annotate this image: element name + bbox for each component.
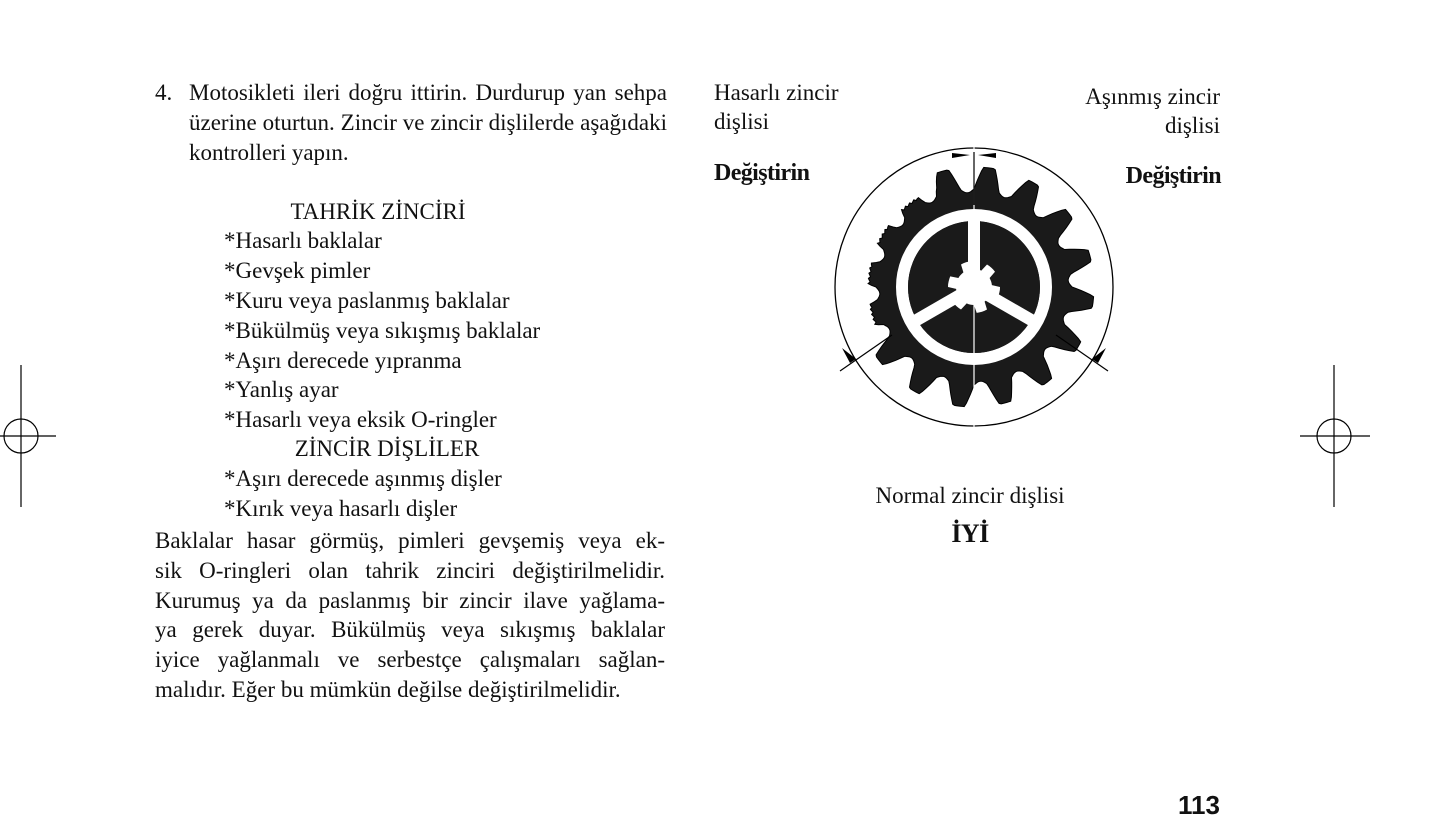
paragraph-line-4: ya gerek duyar. Bükülmüş veya sıkışmış baklalar — [155, 617, 665, 643]
chain-item-3: *Kuru veya paslanmış baklalar — [224, 288, 510, 313]
crop-mark-right — [1296, 365, 1372, 510]
checklist — [0, 0, 700, 540]
chain-item-6: *Yanlış ayar — [224, 377, 339, 402]
page-number: 113 — [1178, 790, 1220, 820]
damaged-sprocket-label: Hasarlı zincir dişlisi — [714, 80, 839, 134]
worn-sprocket-label: Aşınmış zincir dişlisi — [1085, 84, 1220, 138]
arrow-top-right — [978, 153, 996, 158]
normal-sprocket-label: Normal zincir dişlisi — [875, 483, 1065, 508]
step-text: Motosikleti ileri doğru ittirin. Durdurup yan sehpa üzerine oturtun. Zincir ve zincir dişlilerde aşağıdaki kontrolleri yapın. — [189, 80, 667, 165]
step-number: 4. — [155, 80, 173, 105]
chain-item-5: *Aşırı derecede yıpranma — [224, 348, 462, 373]
sprocket-illustration — [835, 143, 1113, 430]
chain-item-2: *Gevşek pimler — [224, 258, 371, 283]
paragraph-line-1: Baklalar hasar görmüş, pimleri gevşemiş veya ek- — [155, 528, 665, 553]
chain-item-7: *Hasarlı veya eksik O-ringler — [224, 407, 497, 432]
worn-verdict: Değiştirin — [1125, 163, 1221, 189]
arrow-top-left — [952, 153, 970, 158]
paragraph-last-line: malıdır. Eğer bu mümkün değilse değiştirilmelidir. — [155, 676, 621, 702]
normal-verdict: İYİ — [951, 519, 989, 548]
chain-heading: TAHRİK ZİNCİRİ — [290, 199, 466, 224]
chain-item-1: *Hasarlı baklalar — [224, 228, 382, 253]
chain-item-4: *Bükülmüş veya sıkışmış baklalar — [224, 318, 541, 343]
sprocket-wear-diagram — [820, 135, 1130, 445]
paragraph-line-5: iyice yağlanmalı ve serbestçe çalışmaları sağlan- — [155, 647, 665, 673]
sprocket-item-1: *Aşırı derecede aşınmış dişler — [224, 466, 502, 491]
paragraph-line-3: Kurumuş ya da paslanmış bir zincir ilave yağlama- — [155, 587, 665, 613]
paragraph-line-2: sik O-ringleri olan tahrik zinciri değiştirilmelidir. — [155, 557, 665, 583]
sprockets-heading: ZİNCİR DİŞLİLER — [294, 436, 480, 461]
chain-paragraph — [155, 526, 665, 705]
sprocket-item-2: *Kırık veya hasarlı dişler — [224, 496, 458, 521]
damaged-verdict: Değiştirin — [714, 160, 810, 186]
